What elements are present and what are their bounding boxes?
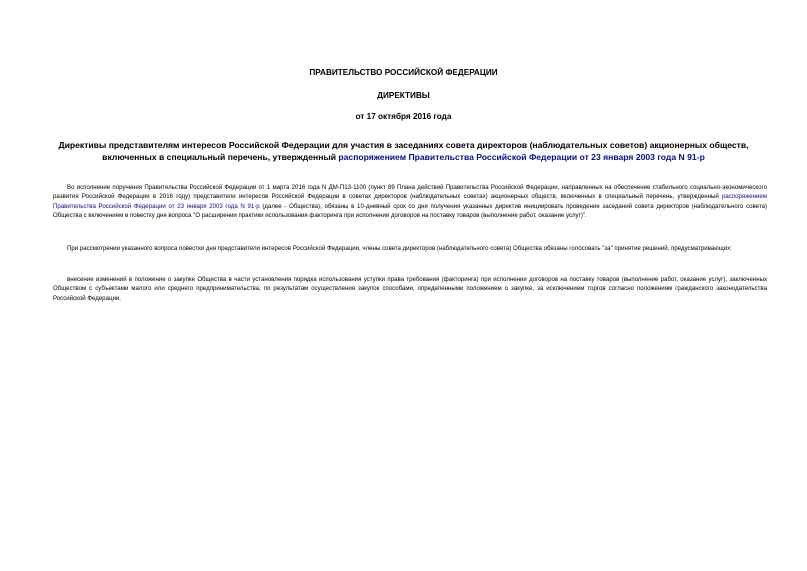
document-type-heading: ДИРЕКТИВЫ	[377, 91, 430, 100]
paragraph-1	[53, 183, 767, 220]
government-heading: ПРАВИТЕЛЬСТВО РОССИЙСКОЙ ФЕДЕРАЦИИ	[309, 68, 498, 77]
paragraph-1-text-a: Во исполнение поручения Правительства Российской Федерации от 1 марта 2016 года N ДМ-П13-1100 (пункт 89 Плана действий Правительства Российской Федерации, направленных на обеспечение стабильного социально-экономического развития Российской Федерации в 2016 году) представители интересов Российской Федерации в советах директоров (наблюдательных советах) акционерных обществ, включенных в специальный перечень, утвержденный	[53, 184, 767, 201]
title-text: Директивы представителям интересов Российской Федерации для участия в заседаниях совета директоров (наблюдательных советов) акционерных обществ, включенных в специальный перечень, утвержденный	[58, 140, 749, 162]
document-date: от 17 октября 2016 года	[355, 112, 452, 121]
paragraph-2: При рассмотрении указанного вопроса повестки дня представители интересов Российской Федерации, члены совета директоров (наблюдательного совета) Общества обязаны голосовать "за" принятие решений, предусматривающих:	[67, 245, 732, 252]
document-title	[40, 139, 767, 163]
paragraph-3: внесение изменений в положение о закупке Общества в части установления порядка использования уступки права требования (факторинга) при исполнении договоров на поставку товаров (выполнение работ, оказание услуг), заключенных Обществом с субъектами малого или среднего предпринимательства, по результатам осуществления закупок способами, определенными положением о закупке, за исключением торгов согласно положениям гражданского законодательства Российской Федерации.	[53, 276, 767, 302]
paragraph-1-text-b: (далее - Общества), обязаны в 10-дневный срок со дня получения указанных директив инициировать проведение заседаний совета директоров (наблюдательного совета) Общества с включением в повестку дня вопроса "О расширении практики использования факторинга при исполнении договоров на поставку товаров (выполнение работ, оказание услуг)".	[53, 202, 767, 219]
paragraph-1-decree-link[interactable]: распоряжением Правительства Российской Федерации от 23 января 2003 года N 91-р	[53, 193, 767, 210]
title-decree-link[interactable]: распоряжением Правительства Российской Федерации от 23 января 2003 года N 91-р	[338, 152, 705, 162]
